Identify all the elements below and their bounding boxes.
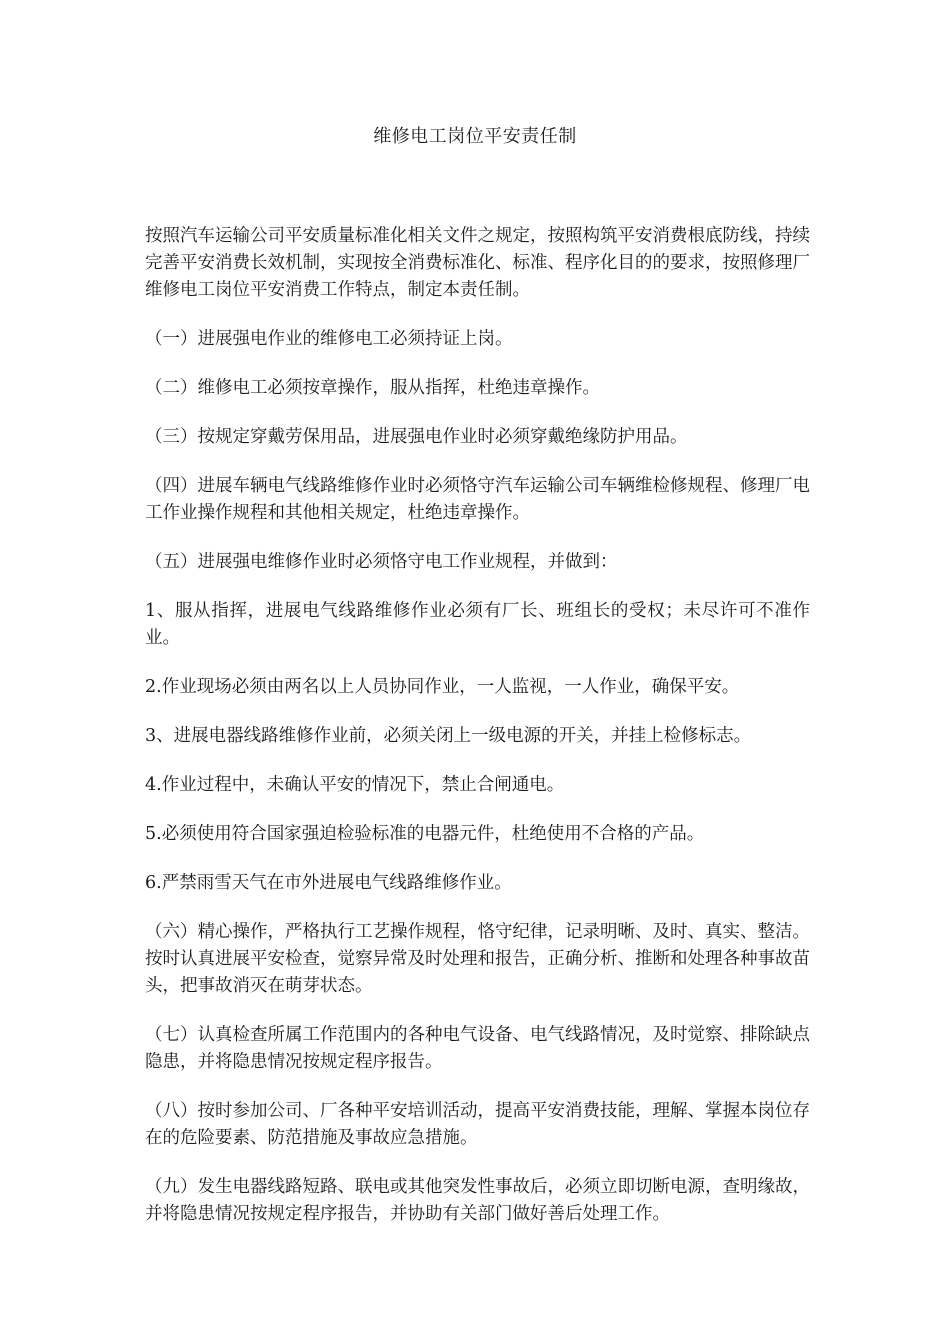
sub-item-3: 3、进展电器线路维修作业前，必须关闭上一级电源的开关，并挂上检修标志。: [145, 726, 752, 746]
clause-1: （一）进展强电作业的维修电工必须持证上岗。: [145, 329, 513, 349]
sub-item-6: 6.严禁雨雪天气在市外进展电气线路维修作业。: [145, 873, 512, 893]
document-body: [145, 223, 810, 1250]
clause-9: （九）发生电器线路短路、联电或其他突发性事故后，必须立即切断电源，查明缘故，并将隐患情况按规定程序报告，并协助有关部门做好善后处理工作。: [145, 1177, 810, 1224]
clause-6: （六）精心操作，严格执行工艺操作规程，恪守纪律，记录明晰、及时、真实、整洁。按时认真进展平安检查，觉察异常及时处理和报告，正确分析、推断和处理各种事故苗头，把事故消灭在萌芽状态。: [145, 922, 810, 996]
clause-7: （七）认真检查所属工作范围内的各种电气设备、电气线路情况，及时觉察、排除缺点隐患，并将隐患情况按规定程序报告。: [145, 1025, 810, 1072]
intro-paragraph: 按照汽车运输公司平安质量标准化相关文件之规定，按照构筑平安消费根底防线，持续完善平安消费长效机制，实现按全消费标准化、标准、程序化目的的要求，按照修理厂维修电工岗位平安消费工作特点，制定本责任制。: [145, 226, 810, 300]
clause-5: （五）进展强电维修作业时必须恪守电工作业规程，并做到：: [145, 552, 618, 572]
sub-item-2: 2.作业现场必须由两名以上人员协同作业，一人监视，一人作业，确保平安。: [145, 677, 740, 697]
clause-4: （四）进展车辆电气线路维修作业时必须恪守汽车运输公司车辆维检修规程、修理厂电工作业操作规程和其他相关规定，杜绝违章操作。: [145, 476, 810, 523]
clause-8: （八）按时参加公司、厂各种平安培训活动，提高平安消费技能，理解、掌握本岗位存在的危险要素、防范措施及事故应急措施。: [145, 1101, 810, 1148]
page-title: 维修电工岗位平安责任制: [373, 126, 577, 147]
sub-item-5: 5.必须使用符合国家强迫检验标准的电器元件，杜绝使用不合格的产品。: [145, 824, 705, 844]
sub-item-1: 1、服从指挥，进展电气线路维修作业必须有厂长、班组长的受权；未尽许可不准作业。: [145, 601, 810, 648]
sub-item-4: 4.作业过程中，未确认平安的情况下，禁止合闸通电。: [145, 775, 565, 795]
clause-2: （二）维修电工必须按章操作，服从指挥，杜绝违章操作。: [145, 378, 600, 398]
clause-3: （三）按规定穿戴劳保用品，进展强电作业时必须穿戴绝缘防护用品。: [145, 427, 688, 447]
